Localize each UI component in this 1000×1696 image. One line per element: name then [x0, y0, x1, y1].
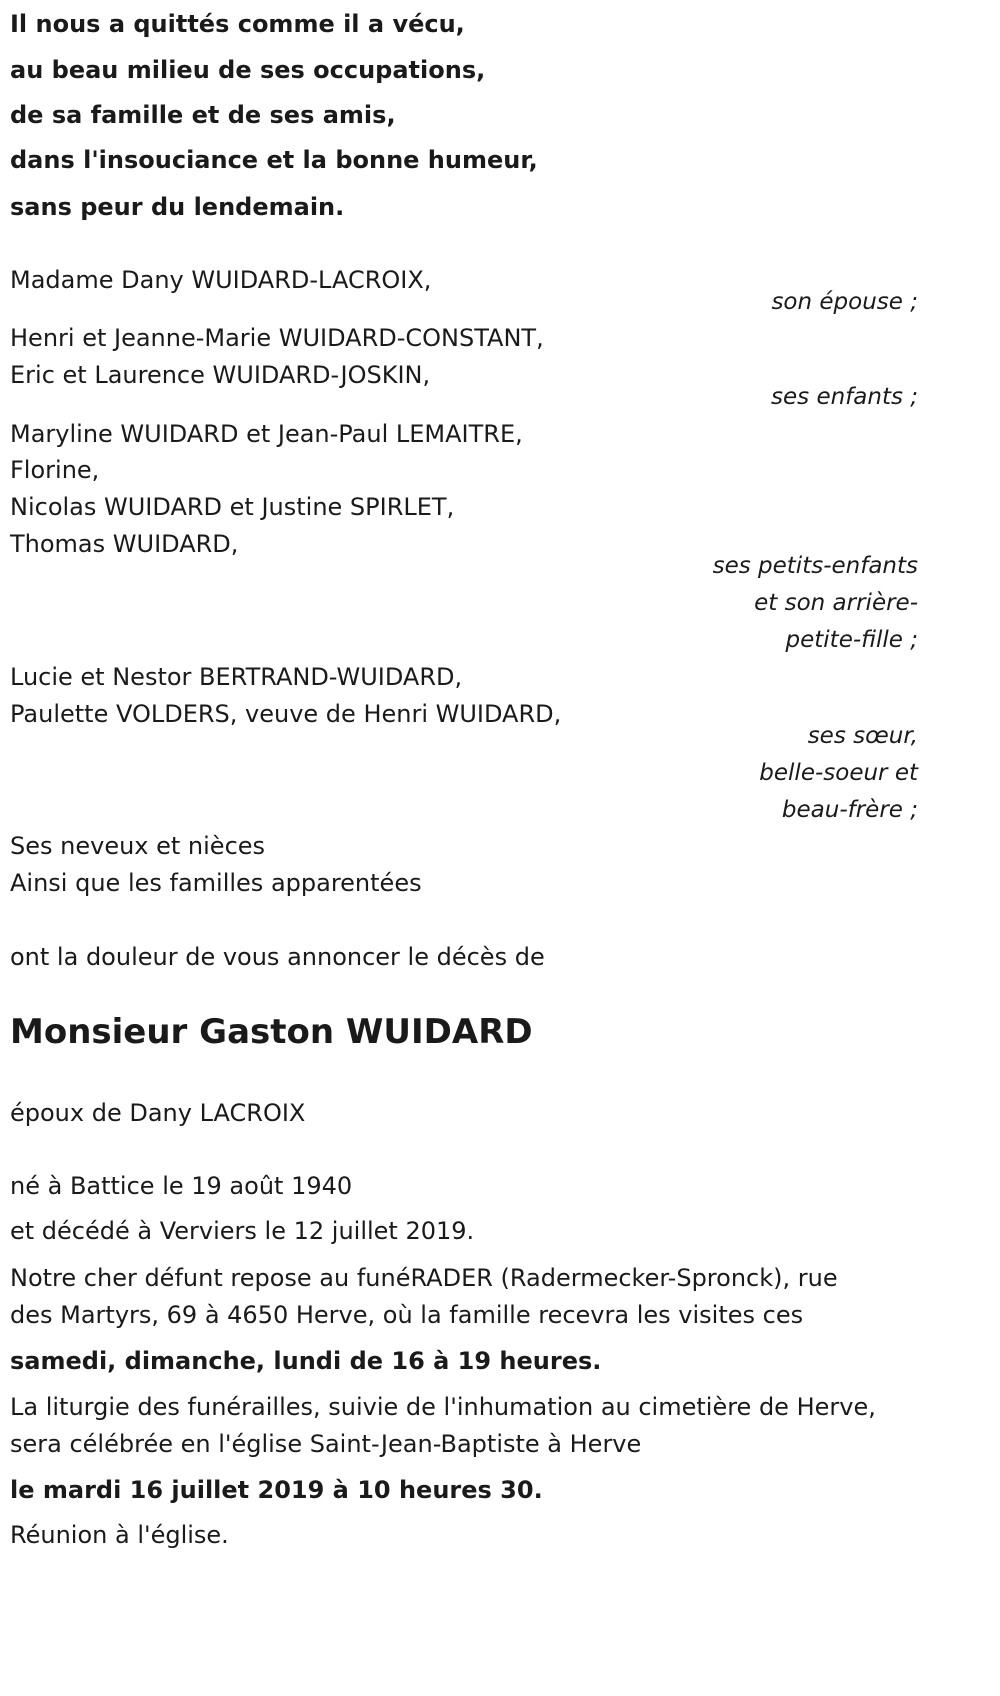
relation-siblings: ses sœur,	[807, 723, 918, 749]
relation-children: ses enfants ;	[771, 384, 918, 410]
intro-line: dans l'insouciance et la bonne humeur,	[10, 146, 538, 174]
relation-siblings: belle-soeur et	[759, 760, 918, 786]
family-other: Ses neveux et nièces	[10, 832, 266, 860]
liturgy-line: La liturgie des funérailles, suivie de l'inhumation au cimetière de Herve,	[10, 1393, 876, 1421]
family-sibling: Lucie et Nestor BERTRAND-WUIDARD,	[10, 663, 463, 691]
family-grandchild: Nicolas WUIDARD et Justine SPIRLET,	[10, 493, 455, 521]
family-spouse: Madame Dany WUIDARD-LACROIX,	[10, 266, 432, 294]
intro-line: au beau milieu de ses occupations,	[10, 56, 486, 84]
meeting-line: Réunion à l'église.	[10, 1521, 229, 1549]
relation-siblings: beau-frère ;	[781, 797, 918, 823]
relation-grandchildren: petite-fille ;	[785, 627, 918, 653]
liturgy-line: sera célébrée en l'église Saint-Jean-Baptiste à Herve	[10, 1430, 642, 1458]
family-child: Eric et Laurence WUIDARD-JOSKIN,	[10, 361, 431, 389]
spouse-line: époux de Dany LACROIX	[10, 1099, 306, 1127]
intro-line: sans peur du lendemain.	[10, 193, 345, 221]
rest-line: Notre cher défunt repose au funéRADER (Radermecker-Spronck), rue	[10, 1264, 838, 1292]
family-sibling: Paulette VOLDERS, veuve de Henri WUIDARD,	[10, 700, 562, 728]
relation-grandchildren: ses petits-enfants	[712, 553, 918, 579]
rest-line: des Martyrs, 69 à 4650 Herve, où la famille recevra les visites ces	[10, 1301, 804, 1329]
family-grandchild: Maryline WUIDARD et Jean-Paul LEMAITRE,	[10, 420, 523, 448]
relation-spouse: son épouse ;	[771, 289, 918, 315]
death-line: et décédé à Verviers le 12 juillet 2019.	[10, 1217, 475, 1245]
intro-line: de sa famille et de ses amis,	[10, 101, 396, 129]
visits-line: samedi, dimanche, lundi de 16 à 19 heures.	[10, 1347, 602, 1375]
family-other: Ainsi que les familles apparentées	[10, 869, 422, 897]
family-grandchild: Florine,	[10, 456, 100, 484]
intro-line: Il nous a quittés comme il a vécu,	[10, 10, 465, 38]
announcement: ont la douleur de vous annoncer le décès de	[10, 943, 545, 971]
birth-line: né à Battice le 19 août 1940	[10, 1172, 353, 1200]
relation-grandchildren: et son arrière-	[754, 590, 918, 616]
family-grandchild: Thomas WUIDARD,	[10, 530, 239, 558]
family-child: Henri et Jeanne-Marie WUIDARD-CONSTANT,	[10, 324, 544, 352]
ceremony-line: le mardi 16 juillet 2019 à 10 heures 30.	[10, 1476, 543, 1504]
deceased-name: Monsieur Gaston WUIDARD	[10, 1012, 533, 1052]
